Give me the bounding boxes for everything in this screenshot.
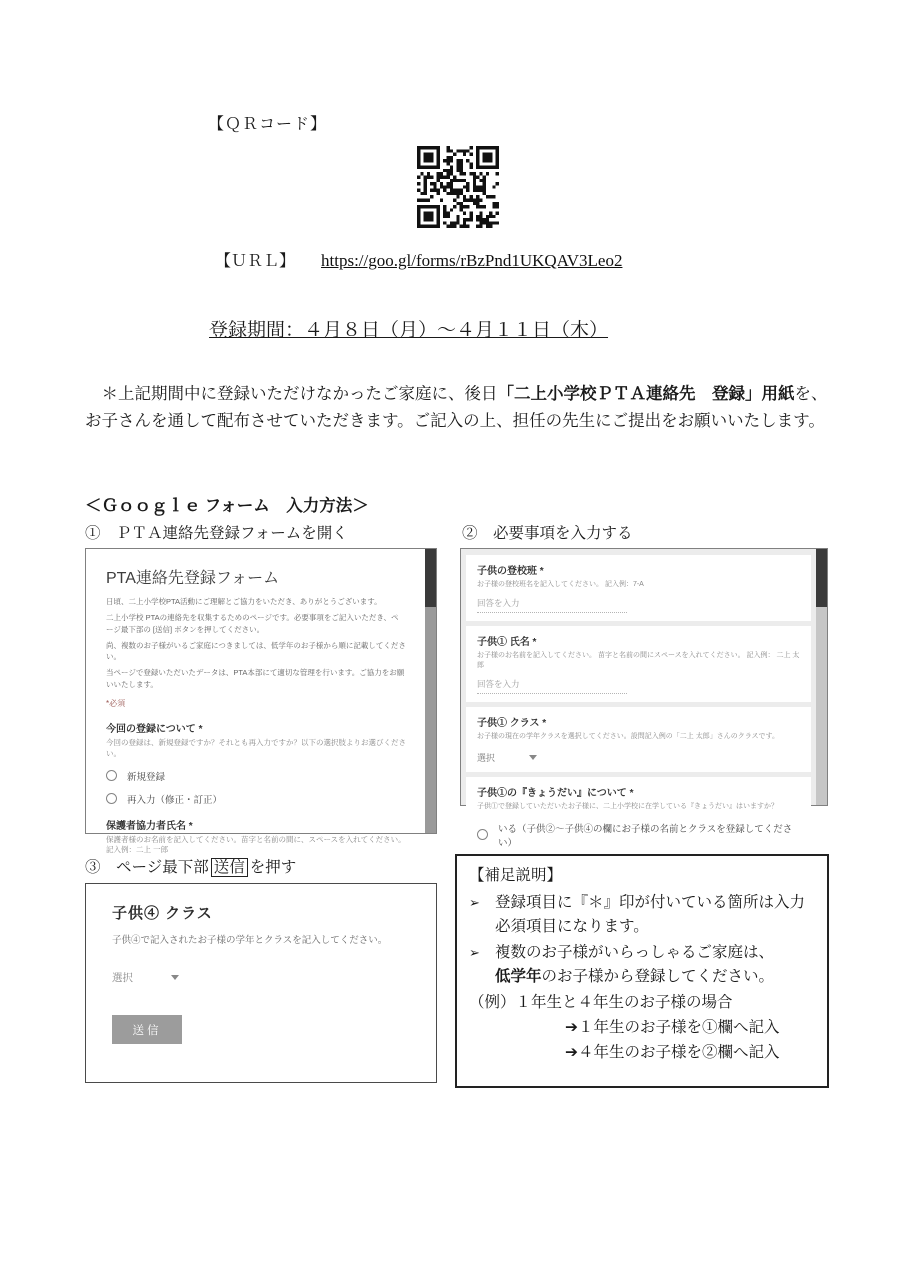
note-suffix: を、お子さんを通して配布させていただきます。ご記入の上、担任の先生にご提出をお願いいたします。 [85,384,828,430]
submit-word-boxed: 送信 [211,858,248,877]
supplement-title: 【補足説明】 [469,867,563,884]
radio-option-has-siblings[interactable] [477,821,800,849]
supplement-example-line: ➔１年生のお子様を①欄へ記入 [565,1019,780,1037]
note-bold-title: 「二上小学校ＰＴＡ連絡先 登録」用紙 [497,384,795,403]
step3-suffix: を押す [249,859,297,876]
question-card [466,626,811,702]
radio-icon [106,770,117,781]
text-answer-input[interactable]: 回答を入力 [477,678,627,694]
gform-q2-desc: 保護者様のお名前を記入してください。苗字と名前の間に、スペースを入れてください。記入例：二上 一郎 [106,834,406,855]
scrollbar[interactable] [816,549,827,805]
gform-intro-line: 当ページで登録いただいたデータは、PTA本部にて適切な管理を行います。ご協力をお願いいたします。 [106,668,405,689]
gform-q-title: 子供の登校班 * [477,566,544,577]
gform-q-desc: お子様の登校班名を記入してください。 記入例：7-A [477,581,644,588]
step2-label: ② 必要事項を入力する [462,525,633,542]
class-select-dropdown[interactable] [112,970,410,985]
supplement-item2-prefix: 複数のお子様がいらっしゃるご家庭は、 [495,944,775,962]
gform-q-title: 子供① 氏名 * [477,637,537,649]
screenshot-form-open [85,548,437,855]
url-row [215,248,622,271]
text-answer-input[interactable]: 回答を入力 [477,597,627,613]
dropdown-caret-icon [529,755,537,760]
gform-q-title: 子供① クラス * [477,718,547,730]
gform-q-title: 子供①の『きょうだい』について * [477,787,634,799]
question-card [466,555,811,621]
arrow-bullet-icon: ➢ [469,895,480,911]
class-select-dropdown[interactable] [477,751,800,764]
gform-title: PTA連絡先登録フォーム [106,570,280,587]
supplement-item-text [495,941,815,989]
gform-intro-line: 日頃、二上小学校PTA活動にご理解とご協力をいただき、ありがとうございます。 [106,597,382,606]
screenshot-form-submit [85,883,437,1083]
gform-intro-line: 尚、複数のお子様がいるご家庭につきましては、低学年のお子様から順に記載してください。 [106,640,406,661]
gform-q-desc: 子供①で登録していただいたお子様に、二上小学校に在学している『きょうだい』はいますか？ [477,802,778,810]
radio-label: いる（子供②～子供④の欄にお子様の名前とクラスを登録してください） [498,823,793,849]
gform-q1-desc: 今回の登録は、新規登録ですか？それとも再入力ですか？以下の選択肢よりお選びください。 [106,737,406,758]
supplement-item [469,891,815,939]
radio-icon [477,829,488,840]
radio-option-reentry[interactable] [106,792,406,806]
qr-code-label: 【ＱＲコード】 [208,116,328,133]
scrollbar-thumb[interactable] [816,549,827,607]
url-label: 【ＵＲＬ】 [215,253,296,270]
step1-label: ① ＰＴＡ連絡先登録フォームを開く [85,525,348,542]
question-card [466,777,811,857]
arrow-bullet-icon: ➢ [469,945,480,961]
supplement-item2-suffix: のお子様から登録してください。 [541,968,775,986]
gform-q-desc: 子供④で記入されたお子様の学年とクラスを記入してください。 [112,935,388,946]
radio-label: 再入力（修正・訂正） [127,794,223,806]
question-card [466,707,811,771]
screenshot-form-fields [460,548,828,849]
select-label: 選択 [112,972,133,984]
supplement-item-text: 登録項目に『＊』印が付いている箇所は入力必須項目になります。 [495,894,806,936]
scrollbar-thumb[interactable] [425,549,436,607]
radio-option-new-registration[interactable] [106,769,406,783]
scrollbar[interactable] [425,549,436,833]
form-url-link[interactable]: https://goo.gl/forms/rBzPnd1UKQAV3Leo2 [321,251,623,270]
gform-intro-line: 二上小学校 PTAの連絡先を収集するためのページです。必要事項をご記入いただき、ページ最下部の [送信] ボタンを押してください。 [106,613,399,634]
supplement-box [455,854,829,1088]
note-prefix: ＊上記期間中に登録いただけなかったご家庭に、後日 [101,384,498,403]
radio-label: 新規登録 [127,771,166,783]
step3-label [85,855,296,877]
select-label: 選択 [477,752,496,763]
gform-q1-title: 今回の登録について * [106,723,203,735]
gform-q-title: 子供④ クラス [112,905,213,922]
supplement-item2-bold: 低学年 [495,968,542,986]
gform-q-desc: お子様の現在の学年クラスを選択してください。設問記入例の「二上 太郎」さんのクラスです。 [477,733,779,741]
dropdown-caret-icon [171,975,179,980]
gform-q-desc: お子様のお名前を記入してください。 苗字と名前の間にスペースを入れてください。 記入例： 二上 太郎 [477,652,800,670]
supplement-example-line: ➔４年生のお子様を②欄へ記入 [565,1044,780,1062]
distribution-note [85,381,843,434]
radio-icon [106,793,117,804]
qr-code [417,146,499,228]
supplement-item [469,941,815,989]
gform-q2-title: 保護者協力者氏名 * [106,820,193,832]
submit-button[interactable]: 送信 [112,1015,182,1044]
gform-required-note: *必須 [106,698,126,708]
supplement-example-label: （例）１年生と４年生のお子様の場合 [469,994,733,1012]
registration-period: 登録期間：４月８日（月）～４月１１日（木） [209,320,609,341]
howto-heading: ＜Ｇｏｏｇｌｅ フォーム 入力方法＞ [85,496,369,515]
step3-prefix: ③ ページ最下部 [85,859,209,876]
